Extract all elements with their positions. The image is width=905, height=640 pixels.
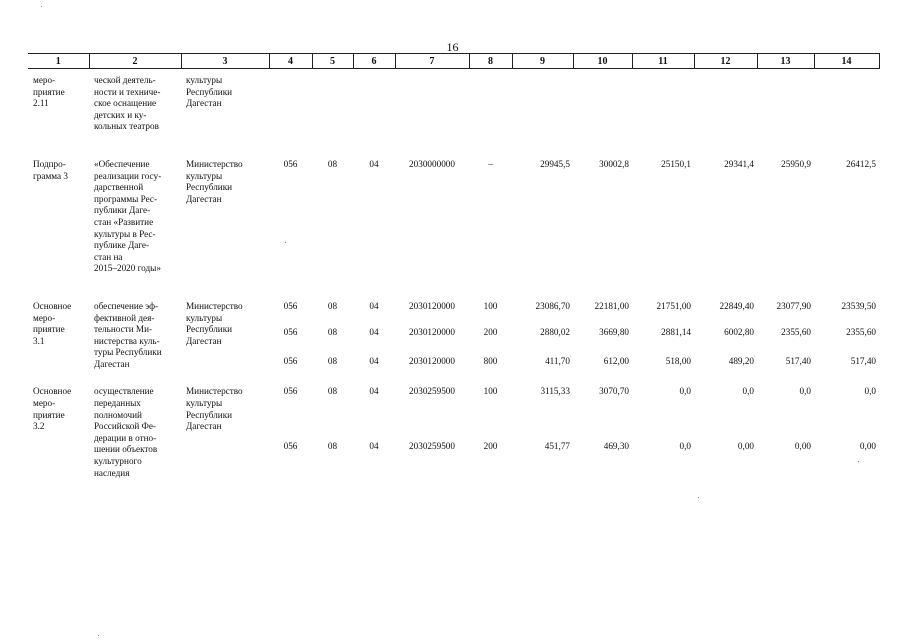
cell-c10 bbox=[573, 69, 632, 143]
cell-c4: 056 bbox=[283, 441, 298, 452]
header-cell: 9 bbox=[512, 54, 573, 69]
cell-c10: 3070,70 bbox=[599, 386, 629, 397]
cell-c8: – bbox=[488, 158, 493, 169]
cell-c13: 2355,60 bbox=[781, 326, 811, 337]
cell-c7: 2030259500 bbox=[409, 386, 455, 397]
cell-c1: Основное меро- приятие 3.2 bbox=[33, 386, 72, 432]
cell-c9 bbox=[512, 69, 573, 143]
cell-c11: 0,0 bbox=[679, 441, 691, 452]
cell-c11: 21751,00 bbox=[656, 300, 691, 311]
cell-c14: 0,0 bbox=[864, 386, 876, 397]
header-cell: 2 bbox=[89, 54, 181, 69]
cell-c4: 056 bbox=[283, 300, 298, 311]
header-cell: 11 bbox=[632, 54, 694, 69]
cell-c5: 08 bbox=[327, 326, 338, 337]
cell-c5: 08 bbox=[327, 300, 338, 311]
header-cell: 7 bbox=[395, 54, 469, 69]
cell-c9: 411,70 bbox=[545, 356, 570, 367]
cell-c10: 469,30 bbox=[603, 441, 629, 452]
cell-c10: 22181,00 bbox=[594, 300, 629, 311]
page-number: 16 bbox=[446, 40, 459, 54]
cell-c8: 100 bbox=[483, 386, 498, 397]
cell-c12: 22849,40 bbox=[719, 300, 754, 311]
cell-c6: 04 bbox=[369, 326, 379, 337]
cell-c2: осуществление переданных полномочий Российской Фе- дерации в отно- шении объектов культурного наследия bbox=[94, 386, 158, 478]
cell-c12 bbox=[694, 69, 757, 143]
cell-c10: 3669,80 bbox=[599, 326, 629, 337]
header-cell: 6 bbox=[353, 54, 395, 69]
cell-c12: 0,00 bbox=[737, 441, 754, 452]
cell-c9: 23086,70 bbox=[535, 300, 570, 311]
cell-c14 bbox=[814, 69, 879, 143]
header-cell: 3 bbox=[181, 54, 269, 69]
cell-c13 bbox=[757, 69, 814, 143]
cell-c8: 200 bbox=[483, 441, 498, 452]
cell-c4 bbox=[269, 69, 312, 143]
cell-c8: 100 bbox=[483, 300, 498, 311]
cell-c9: 3115,33 bbox=[540, 386, 570, 397]
cell-c1: меро- приятие 2.11 bbox=[33, 75, 65, 109]
cell-c12: 29341,4 bbox=[724, 158, 754, 169]
cell-c14: 2355,60 bbox=[846, 326, 876, 337]
table-row bbox=[28, 69, 879, 143]
cell-c3: Министерство культуры Республики Дагестан bbox=[186, 300, 243, 346]
header-cell: 4 bbox=[269, 54, 312, 69]
header-cell: 14 bbox=[814, 54, 879, 69]
header-cell: 10 bbox=[573, 54, 632, 69]
cell-c7: 2030120000 bbox=[409, 356, 455, 367]
cell-c11: 0,0 bbox=[679, 386, 691, 397]
cell-c13: 0,0 bbox=[799, 386, 811, 397]
cell-c7 bbox=[395, 69, 469, 143]
cell-c4: 056 bbox=[283, 326, 298, 337]
cell-c10: 612,00 bbox=[603, 356, 629, 367]
header-cell: 13 bbox=[757, 54, 814, 69]
cell-c13: 23077,90 bbox=[776, 300, 811, 311]
table-row bbox=[28, 370, 879, 429]
table-row bbox=[28, 143, 879, 285]
cell-c4: 056 bbox=[283, 386, 298, 397]
cell-c13: 25950,9 bbox=[781, 158, 811, 169]
header-row bbox=[28, 54, 879, 69]
cell-c11 bbox=[632, 69, 694, 143]
cell-c3: Министерство культуры Республики Дагестан bbox=[186, 386, 243, 432]
cell-c4: 056 bbox=[283, 356, 298, 367]
header-cell: 12 bbox=[694, 54, 757, 69]
cell-c5: 08 bbox=[327, 386, 338, 397]
cell-c13: 0,00 bbox=[794, 441, 811, 452]
cell-c5: 08 bbox=[327, 441, 338, 452]
cell-c12: 6002,80 bbox=[724, 326, 754, 337]
cell-c3: Министерство культуры Республики Дагестан bbox=[186, 158, 243, 204]
cell-c8: 800 bbox=[483, 356, 498, 367]
cell-c11: 518,00 bbox=[665, 356, 691, 367]
cell-c9: 29945,5 bbox=[540, 158, 570, 169]
cell-c12: 489,20 bbox=[728, 356, 754, 367]
cell-c8 bbox=[469, 69, 512, 143]
cell-c11: 2881,14 bbox=[661, 326, 691, 337]
cell-c9: 451,77 bbox=[544, 441, 570, 452]
cell-c11: 25150,1 bbox=[661, 158, 691, 169]
cell-c8: 200 bbox=[483, 326, 498, 337]
cell-c4: 056 bbox=[283, 158, 298, 169]
cell-c10: 30002,8 bbox=[599, 158, 629, 169]
cell-c13: 517,40 bbox=[785, 356, 811, 367]
cell-c2: «Обеспечение реализации госу- дарственной программы Рес- публики Даге- стан «Развитие культуры в Рес- публике Даге- стан на 2015–2020 годы» bbox=[94, 158, 162, 274]
cell-c7: 2030259500 bbox=[409, 441, 455, 452]
cell-c6: 04 bbox=[369, 441, 379, 452]
cell-c14: 23539,50 bbox=[841, 300, 876, 311]
cell-c3: культуры Республики Дагестан bbox=[186, 75, 233, 109]
cell-c6: 04 bbox=[369, 158, 379, 169]
cell-c9: 2880,02 bbox=[540, 326, 570, 337]
cell-c6: 04 bbox=[369, 300, 379, 311]
header-cell: 8 bbox=[469, 54, 512, 69]
cell-c2: ческой деятель- ности и техниче- ское оснащение детских и ку- кольных театров bbox=[94, 75, 161, 132]
cell-c1: Основное меро- приятие 3.1 bbox=[33, 300, 72, 346]
cell-c7: 2030000000 bbox=[409, 158, 455, 169]
cell-c14: 517,40 bbox=[850, 356, 876, 367]
cell-c5: 08 bbox=[327, 356, 338, 367]
cell-c1: Подпро- грамма 3 bbox=[33, 158, 68, 181]
cell-c6: 04 bbox=[369, 386, 379, 397]
cell-c7: 2030120000 bbox=[409, 326, 455, 337]
cell-c7: 2030120000 bbox=[409, 300, 455, 311]
budget-table bbox=[28, 53, 880, 479]
cell-c12: 0,0 bbox=[742, 386, 754, 397]
cell-c6 bbox=[353, 69, 395, 143]
cell-c5 bbox=[312, 69, 353, 143]
cell-c14: 26412,5 bbox=[846, 158, 876, 169]
table-row bbox=[28, 285, 879, 315]
cell-c5: 08 bbox=[327, 158, 338, 169]
header-cell: 1 bbox=[28, 54, 89, 69]
cell-c2: обеспечение эф- фективной дея- тельности Ми- нистерства куль- туры Республики Дагестан bbox=[94, 300, 162, 369]
cell-c14: 0,00 bbox=[859, 441, 876, 452]
header-cell: 5 bbox=[312, 54, 353, 69]
cell-c6: 04 bbox=[369, 356, 379, 367]
